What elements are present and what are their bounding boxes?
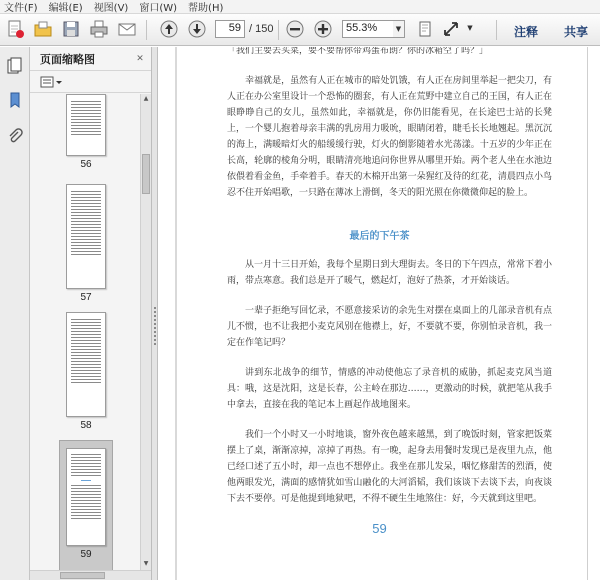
annotate-button[interactable]: 注释 [514,25,539,39]
scroll-up-icon[interactable]: ▲ [143,95,149,102]
print-button[interactable] [88,18,110,40]
arrow-up-icon [159,19,179,39]
scrollbar-thumb[interactable] [60,572,105,579]
thumbnail-panel [30,47,152,580]
chevron-down-icon: ▼ [467,24,473,32]
expand-arrows-icon [441,19,461,39]
options-icon [40,76,62,88]
plus-circle-icon [313,19,333,39]
zoom-dropdown-button[interactable] [393,20,405,38]
fullscreen-button[interactable] [440,18,462,40]
open-button[interactable] [32,18,54,40]
create-pdf-icon [5,19,25,39]
paragraph: 我们一个小时又一小时地谈，窗外夜色越来越黑，到了晚饭时刻，管家把饭菜摆上了桌，渐渐凉掉，凉掉了再热。有一晚，起身去用餐时发现已是夜里九点，他已经口述了五小时，却一点也不想停止。我坐在那儿发呆，咽忆修甜苦的烈酒，使他两眼发光，满面的感情犹如雪山融化的大河滔韬，我们该谈下去谈下去，向夜谈下去不要停。可是他提到地狱吧，不得不硬生生地煞住：好，今天就到这里吧。 [227,430,552,504]
zoom-out-button[interactable] [284,18,306,40]
arrow-down-icon [187,19,207,39]
panel-options-bar [30,71,151,93]
chevron-down-icon: ▼ [395,25,402,33]
thumbnail-page-59[interactable] [66,448,106,546]
close-panel-button[interactable] [135,54,145,64]
menu-window[interactable]: 窗口(W) [139,3,178,14]
section-title: 最后的下午茶 [349,231,410,242]
thumbnail-horizontal-scrollbar[interactable] [30,570,151,580]
panel-splitter[interactable] [152,47,158,580]
thumbnail-page-56[interactable] [66,94,106,156]
fit-page-button[interactable] [414,18,436,40]
paragraph: 从一月十三日开始，我每个星期日到大理街去。冬日的下午四点，常常下着小雨，带点寒意。我们总是开了暖气，燃起灯，泡好了热茶，才开始谈话。 [227,260,552,286]
email-button[interactable] [116,18,138,40]
zoom-level-input[interactable]: 55.3% [342,20,394,38]
thumbnail-label: 58 [80,420,92,431]
menu-help[interactable]: 帮助(H) [188,3,224,14]
pages-icon [6,57,24,75]
thumbnail-list [30,94,140,570]
scrollbar-thumb[interactable] [142,154,150,194]
paperclip-icon [6,127,24,145]
fit-page-icon [415,19,435,39]
thumbnail-page-58[interactable] [66,312,106,417]
page-number: 59 [372,521,387,536]
panel-header [30,47,151,71]
thumbnail-page-57[interactable] [66,184,106,289]
scroll-down-icon[interactable]: ▼ [143,560,149,567]
paragraph: 讲到东北战争的细节，情感的冲动使他忘了录音机的威胁，抓起麦克风当道具：哦，这是沈阳，这是长春，公主岭在那边……，更激动的时候，就把笔从我手中拿去，直接在我的笔记本上画起作战地图来。 [227,368,552,410]
close-icon: ✕ [136,54,144,64]
minus-circle-icon [285,19,305,39]
page-edge [587,47,588,580]
options-menu-button[interactable] [40,75,62,89]
thumbnail-label: 57 [80,292,92,303]
splitter-grip[interactable] [154,307,156,347]
folder-open-icon [33,19,53,39]
panel-title: 页面缩略图 [40,52,95,66]
attachments-button[interactable] [4,125,26,147]
print-icon [89,19,109,39]
next-page-button[interactable] [186,18,208,40]
page-thumbnails-button[interactable] [4,55,26,77]
create-pdf-button[interactable] [4,18,26,40]
share-button[interactable]: 共享 [564,25,589,39]
email-icon [117,19,137,39]
paragraph: 幸福就是，虽然有人正在城市的暗处饥饿，有人正在房间里举起一把尖刀，有人正在办公室里设计一个恐怖的圈套，有人正在荒野中建立自己的王国，有人正在眼睁睁自己的女儿，虽然如此，幸福就是，你仍旧能看见，在长途巴士站的长凳上，一个婴儿抱着母亲丰满的乳房用力吸吮，眼睛闭着，睫毛长长地翘起。黑沉沉的海上，满暖暗灯火的船缓缓行驶，灯火的倒影随着水光荡漾。十五岁的少年正在长高，轮廓的棱角分明，眼睛清亮地追问你世界从哪里开始。两个老人坐在水池边依偎着看金鱼，手牵着手。春天的木棉开出第一朵猩红及待的红花，清晨四点小鸟忍不住开始唱歌，一只路在薄冰上滑倒，冬天的阳光照在你微微仰起的脸上。 [227,76,552,198]
page-total: / 150 [249,23,274,35]
menu-edit[interactable]: 编辑(E) [48,3,83,14]
thumbnail-vertical-scrollbar[interactable] [140,94,151,570]
menu-file[interactable]: 文件(F) [4,3,38,14]
bookmarks-button[interactable] [4,89,26,111]
thumbnail-label: 56 [80,159,92,170]
save-button[interactable] [60,18,82,40]
paragraph: 一辈子拒绝写回忆录，不愿意接采访的余先生对摆在桌面上的几部录音机有点儿不惯，也不让我把小麦克风别在他襟上，好，不要就不要，你别怕录音机，我一定在作笔记吗？ [227,306,552,348]
document-viewer[interactable] [159,47,600,580]
page-content-continued [227,257,552,521]
menu-view[interactable]: 视图(V) [93,3,129,14]
page-shadow [175,47,177,580]
navigation-strip [0,47,30,580]
menu-bar [0,0,600,14]
page-number-input[interactable]: 59 [215,20,245,38]
bookmark-icon [6,91,24,109]
previous-page-button[interactable] [158,18,180,40]
page-content [227,47,552,215]
fullscreen-dropdown-button[interactable] [464,20,476,38]
save-icon [61,19,81,39]
thumbnail-label: 59 [80,549,92,560]
zoom-in-button[interactable] [312,18,334,40]
paragraph: 「我们主要去买菜，要不要帮你带鸡蛋布朗？你的冰箱空了吗？」 [227,47,489,56]
toolbar [0,14,600,46]
